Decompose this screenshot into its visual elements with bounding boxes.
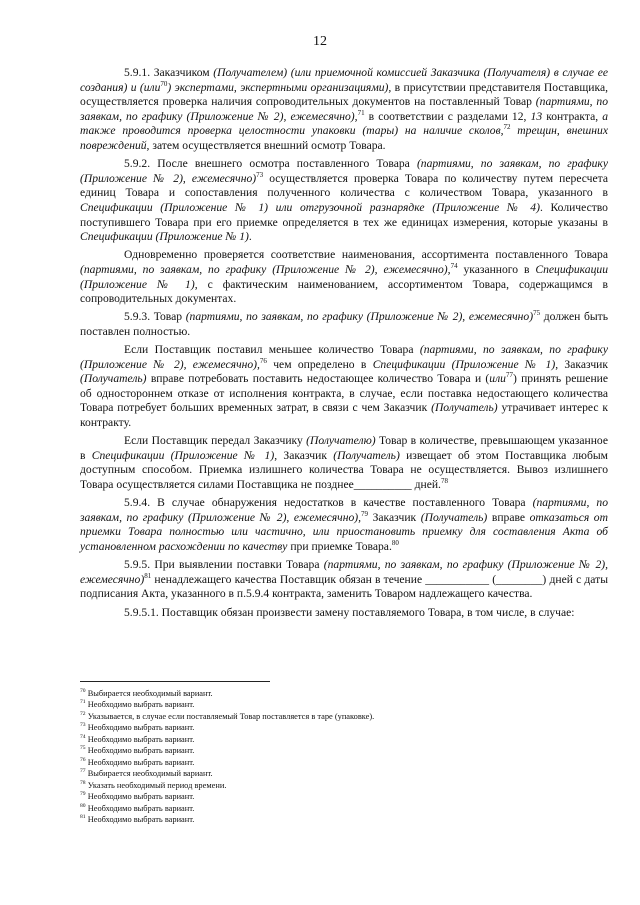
paragraph <box>80 66 608 154</box>
text-run: контракта, <box>542 109 603 123</box>
italic-text: 13 <box>530 109 543 123</box>
italic-text: отказаться от приемки Товара полностью или частично, или приостановить приемку для составления Акта об установленном расхождении по качеству <box>80 510 608 553</box>
italic-text: (Получателю) <box>306 434 376 448</box>
footnote-ref[interactable]: 80 <box>391 539 399 548</box>
italic-text: Спецификации (Приложение № 1) <box>372 357 556 371</box>
footnote-text: Необходимо выбрать вариант. <box>85 803 195 813</box>
footnote <box>80 768 608 779</box>
text-run: осуществляется проверка Товара по количеству путем пересчета единиц Товара и сопоставления полученного количества с количеством Товара, указанного в <box>80 171 608 200</box>
text-run: в соответствии с разделами 12, <box>364 109 531 123</box>
italic-text: ) экспертами, экспертными организациями), <box>167 80 392 94</box>
italic-text: (Получатель) <box>80 372 147 386</box>
italic-text: Спецификации (Приложение № 1) <box>80 230 249 244</box>
italic-text: Спецификации (Приложение № 1) <box>80 262 608 291</box>
italic-text: (партиями, по заявкам, по графику (Приложение № 2), ежемесячно), <box>80 95 608 123</box>
footnote-ref[interactable]: 81 <box>144 571 152 580</box>
footnote <box>80 688 608 699</box>
text-run: ) принять решение об одностороннем отказе от исполнения контракта, в случае, если поставка недостающего количества Товара потребует больших временных затрат, в связи с чем Заказчик <box>80 372 608 415</box>
text-run: Одновременно проверяется соответствие наименования, ассортимента поставленного Товара <box>124 248 608 262</box>
footnote-number: 74 <box>80 734 86 741</box>
footnote-ref[interactable]: 72 <box>503 123 511 132</box>
paragraph <box>80 496 608 554</box>
footnote-text: Указывается, в случае если поставляемый Товар поставляется в таре (упаковке). <box>85 711 375 721</box>
text-run: при приемке Товара. <box>287 539 392 553</box>
text-run: вправе потребовать поставить недостающее количество Товара и ( <box>146 372 490 386</box>
footnote <box>80 814 608 825</box>
text-run: , Заказчик <box>555 357 608 371</box>
footnote-text: Необходимо выбрать вариант. <box>85 792 195 802</box>
footnote-number: 71 <box>80 699 86 706</box>
italic-text: (партиями, по заявкам, по графику (Приложение № 2), ежемесячно), <box>80 262 451 276</box>
text-run: 5.9.3. Товар <box>124 310 186 324</box>
footnote-ref[interactable]: 75 <box>533 309 541 318</box>
footnote-text: Необходимо выбрать вариант. <box>85 746 195 756</box>
italic-text: (партиями, по заявкам, по графику (Приложение № 2), ежемесячно) <box>185 310 534 324</box>
italic-text: (партиями, по заявкам, по графику (Приложение № 2), ежемесячно), <box>80 496 608 524</box>
footnote-number: 79 <box>80 791 86 798</box>
footnote-number: 78 <box>80 779 86 786</box>
text-run: Если Поставщик поставил меньшее количество Товара <box>124 343 420 357</box>
text-run: вправе <box>487 510 530 524</box>
text-run: в присутствии представителя Поставщика, осуществляется проверка наличия сопроводительных документов на поставленный Товар <box>80 80 609 109</box>
footnote-number: 81 <box>80 814 86 821</box>
italic-text: трещин, внешних повреждений, <box>80 124 609 152</box>
footnote-number: 70 <box>80 688 86 695</box>
paragraph <box>80 343 608 431</box>
text-run: Заказчик <box>368 510 421 524</box>
text-run: должен быть поставлен полностью. <box>80 310 608 338</box>
footnote-ref[interactable]: 76 <box>259 356 267 365</box>
footnote <box>80 757 608 768</box>
footnote-ref[interactable]: 78 <box>440 477 448 486</box>
footnote-number: 72 <box>80 711 86 718</box>
text-run: Если Поставщик передал Заказчику <box>124 434 307 448</box>
footnote-ref[interactable]: 77 <box>505 371 513 380</box>
footnote-number: 80 <box>80 802 86 809</box>
italic-text: Спецификации (Приложение № 1) <box>91 448 275 462</box>
text-run: указанного в <box>457 262 536 276</box>
footnote-text: Необходимо выбрать вариант. <box>85 700 195 710</box>
italic-text: (партиями, по заявкам, по графику (Приложение № 2), ежемесячно) <box>80 157 608 185</box>
text-run: ненадлежащего качества Поставщик обязан в течение ___________ (________) дней с даты подписания Акта, указанного в п.5.9.4 контракта, заменить Товаром надлежащего качества. <box>80 572 608 601</box>
footnote-text: Выбирается необходимый вариант. <box>85 689 213 698</box>
footnotes <box>80 688 608 825</box>
text-run: чем определено в <box>266 357 373 371</box>
paragraph <box>80 157 608 245</box>
text-run: 5.9.4. В случае обнаружения недостатков в качестве поставленного Товара <box>124 496 533 510</box>
footnote-separator <box>80 681 270 682</box>
footnote-number: 77 <box>80 768 86 775</box>
text-run: 5.9.2. После внешнего осмотра поставленного Товара <box>124 157 417 171</box>
footnote-ref[interactable]: 73 <box>256 170 264 179</box>
footnote-ref[interactable]: 70 <box>160 79 168 88</box>
text-run: 5.9.1. Заказчиком <box>124 66 214 79</box>
italic-text: (Получатель) <box>333 448 400 462</box>
paragraph <box>80 606 608 621</box>
footnote-text: Необходимо выбрать вариант. <box>85 734 195 744</box>
text-run: . <box>248 230 252 244</box>
footnote <box>80 699 608 710</box>
page-number: 12 <box>313 34 327 49</box>
text-run: 5.9.5. При выявлении поставки Товара <box>124 558 324 572</box>
document-body <box>80 66 608 624</box>
footnote <box>80 745 608 756</box>
footnote <box>80 780 608 791</box>
italic-text: (партиями, по заявкам, по графику (Приложение № 2), ежемесячно) <box>80 558 609 586</box>
footnote-text: Необходимо выбрать вариант. <box>85 723 195 733</box>
footnote-ref[interactable]: 74 <box>450 262 458 271</box>
italic-text: (партиями, по заявкам, по графику (Приложение № 2), ежемесячно), <box>80 343 608 371</box>
text-run: , с фактическим наименованием, ассортиментом Товара, содержащимся в сопроводительных документах. <box>80 277 608 306</box>
italic-text: (Получатель) <box>431 401 498 415</box>
text-run: утрачивает интерес к контракту. <box>80 401 608 430</box>
footnote-number: 76 <box>80 756 86 763</box>
footnote-ref[interactable]: 71 <box>357 108 365 117</box>
text-run: затем осуществляется внешний осмотр Товара. <box>149 138 386 152</box>
text-run: . Количество поступившего Товара при его приемке определяется в тех же единицах измерения, которые указаны в <box>80 200 608 229</box>
text-run: 5.9.5.1. Поставщик обязан произвести замену поставляемого Товара, в том числе, в случае: <box>124 605 575 619</box>
italic-text: а также проводится проверка целостности упаковки (тары) на наличие сколов, <box>80 109 608 138</box>
footnote-text: Необходимо выбрать вариант. <box>85 814 195 824</box>
footnote <box>80 711 608 722</box>
text-run: , Заказчик <box>274 448 334 462</box>
footnote <box>80 803 608 814</box>
text-run: Товар в количестве, превышающем указанное в <box>80 434 608 462</box>
footnote <box>80 791 608 802</box>
italic-text: (Получатель) <box>420 510 488 524</box>
footnote-text: Указать необходимый период времени. <box>85 780 227 790</box>
footnote <box>80 734 608 745</box>
footnote-number: 73 <box>80 722 86 729</box>
italic-text: (Получателем) (или приемочной комиссией Заказчика (Получателя) в случае ее создания) и (или <box>80 66 608 94</box>
footnote-ref[interactable]: 79 <box>361 509 369 518</box>
italic-text: или <box>489 372 506 386</box>
paragraph <box>80 310 608 339</box>
footnote-number: 75 <box>80 745 86 752</box>
italic-text: Спецификации (Приложение № 1) или отгрузочной разнарядке (Приложение № 4) <box>80 200 540 214</box>
footnote-text: Выбирается необходимый вариант. <box>85 769 213 779</box>
paragraph <box>80 248 608 306</box>
text-run: извещает об этом Поставщика любым доступным способом. Приемка излишнего количества Товара не осуществляется. Вывоз излишнего Товара осуществляется силами Поставщика не позднее__________ дней. <box>80 448 608 491</box>
footnote <box>80 722 608 733</box>
paragraph <box>80 434 608 492</box>
footnote-text: Необходимо выбрать вариант. <box>85 757 195 767</box>
paragraph <box>80 558 608 602</box>
